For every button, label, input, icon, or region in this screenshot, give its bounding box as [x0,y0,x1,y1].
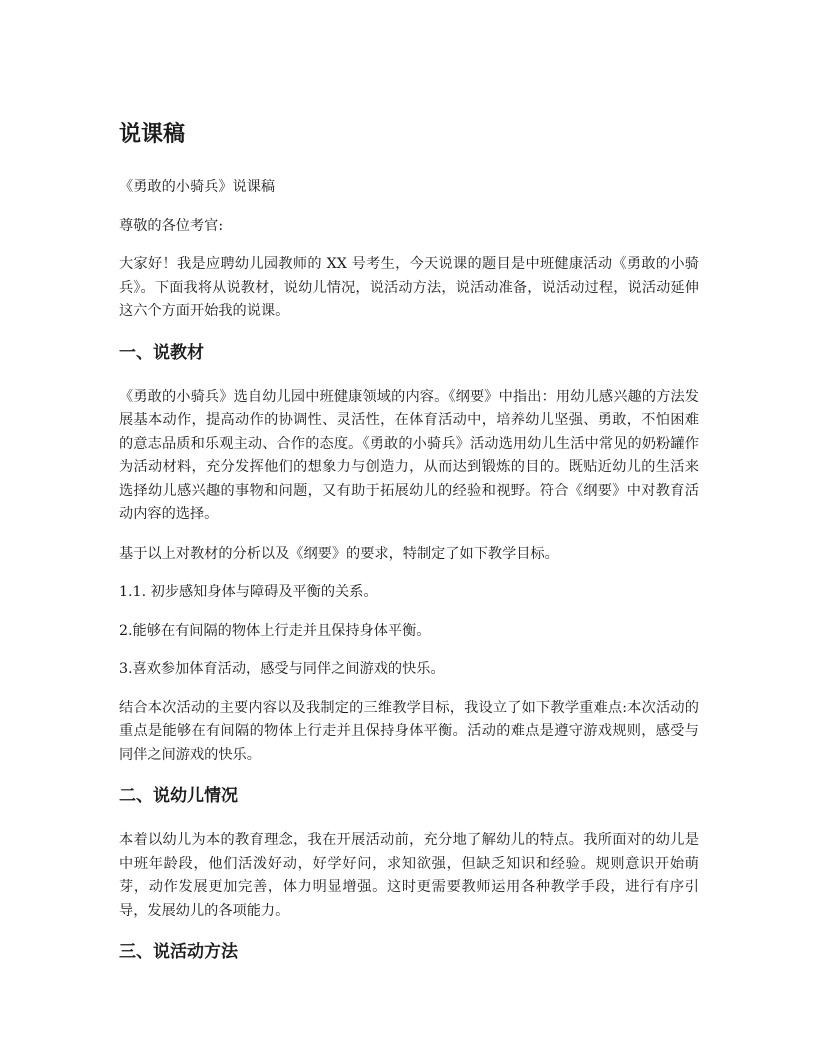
key-points-paragraph: 结合本次活动的主要内容以及我制定的三维教学目标，我设立了如下教学重难点:本次活动的重点是能够在有间隔的物体上行走并且保持身体平衡。活动的难点是遵守游戏规则，感受与同伴之间游戏的快乐。 [119,699,699,763]
section-heading-children: 二、说幼儿情况 [119,786,238,806]
document-subtitle: 《勇敢的小骑兵》说课稿 [119,179,276,195]
intro-paragraph: 大家好！我是应聘幼儿园教师的 XX 号考生，今天说课的题目是中班健康活动《勇敢的小骑兵》。下面我将从说教材，说幼儿情况，说活动方法，说活动准备，说活动过程，说活动延伸这六个方面开始我的说课。 [119,256,699,319]
section-heading-methods: 三、说活动方法 [119,942,238,962]
objective-item-1: 1.1. 初步感知身体与障碍及平衡的关系。 [119,584,378,600]
objectives-intro: 基于以上对教材的分析以及《纲要》的要求，特制定了如下教学目标。 [119,545,559,562]
greeting: 尊敬的各位考官: [119,217,224,234]
children-paragraph: 本着以幼儿为本的教育理念，我在开展活动前，充分地了解幼儿的特点。我所面对的幼儿是中班年龄段，他们活泼好动，好学好问，求知欲强，但缺乏知识和经验。规则意识开始萌芽，动作发展更加完善，体力明显增强。这时更需要教师运用各种教学手段，进行有序引导，发展幼儿的各项能力。 [119,832,699,919]
material-paragraph: 《勇敢的小骑兵》选自幼儿园中班健康领域的内容。《纲要》中指出：用幼儿感兴趣的方法发展基本动作，提高动作的协调性、灵活性，在体育活动中，培养幼儿坚强、勇敢，不怕困难的意志品质和乐观主动、合作的态度。《勇敢的小骑兵》活动选用幼儿生活中常见的奶粉罐作为活动材料，充分发挥他们的想象力与创造力，从而达到锻炼的目的。既贴近幼儿的生活来选择幼儿感兴趣的事物和问题，又有助于拓展幼儿的经验和视野。符合《纲要》中对教育活动内容的选择。 [119,388,699,522]
document-title: 说课稿 [119,122,186,147]
objective-item-2: 2.能够在有间隔的物体上行走并且保持身体平衡。 [119,622,431,639]
objective-item-3: 3.喜欢参加体育活动，感受与同伴之间游戏的快乐。 [119,661,445,677]
document-body [119,118,699,985]
section-heading-teaching-material: 一、说教材 [119,342,204,363]
